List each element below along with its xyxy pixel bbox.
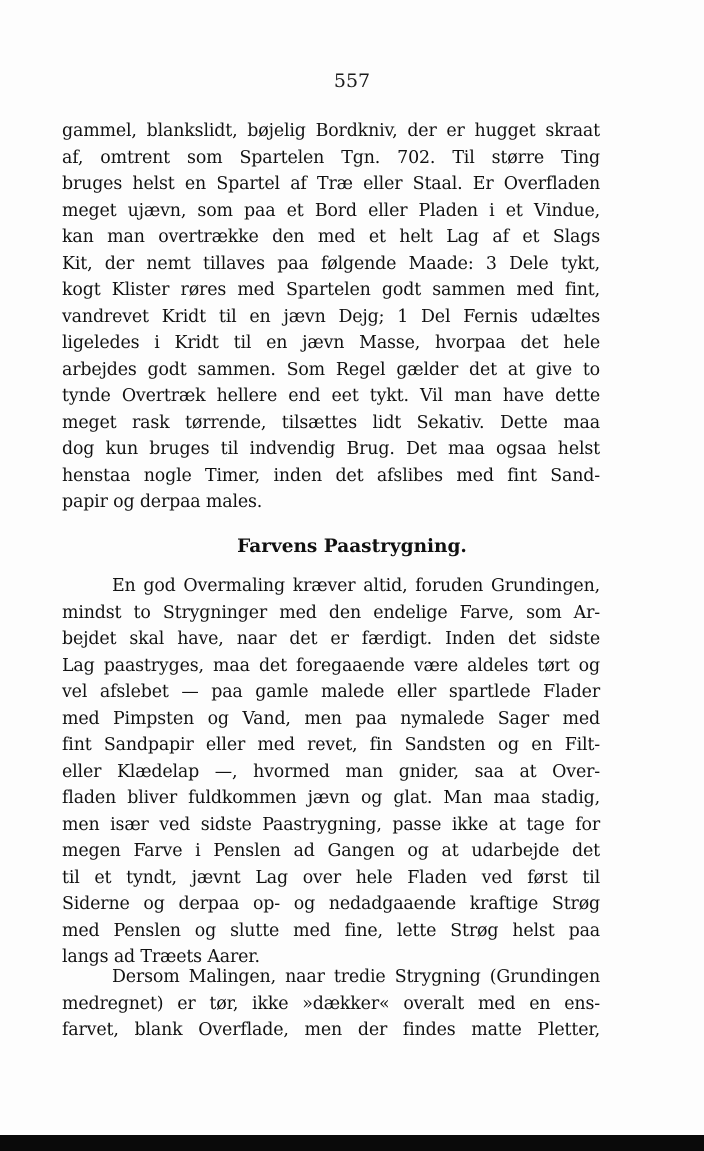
text-line: kan man overtrække den med et helt Lag af et Slags	[62, 227, 600, 247]
text-line: Kit, der nemt tillaves paa følgende Maade: 3 Dele tykt,	[62, 253, 600, 274]
text-line: langs ad Træets Aarer.	[62, 947, 260, 967]
text-line: bejdet skal have, naar det er færdigt. Inden det sidste	[62, 629, 600, 649]
text-line: fint Sandpapir eller med revet, fin Sandsten og en Filt-	[62, 735, 600, 755]
paragraph-1	[62, 118, 600, 516]
text-line: mindst to Strygninger med den endelige Farve, som Ar-	[62, 602, 600, 623]
text-line: arbejdes godt sammen. Som Regel gælder det at give to	[62, 359, 600, 380]
page-number: 557	[333, 70, 371, 92]
text-line: tynde Overtræk hellere end eet tykt. Vil man have dette	[62, 386, 600, 406]
text-line: meget rask tørrende, tilsættes lidt Sekativ. Dette maa	[62, 412, 600, 433]
text-line: gammel, blankslidt, bøjelig Bordkniv, der er hugget skraat	[62, 121, 600, 141]
text-line: men især ved sidste Paastrygning, passe ikke at tage for	[62, 814, 600, 835]
text-line: Siderne og derpaa op- og nedadgaaende kraftige Strøg	[62, 894, 600, 914]
text-line: meget ujævn, som paa et Bord eller Pladen i et Vindue,	[62, 200, 600, 221]
text-line: med Pimpsten og Vand, men paa nymalede Sager med	[62, 708, 600, 729]
text-line: henstaa nogle Timer, inden det afslibes med fint Sand-	[62, 465, 600, 486]
text-line: ligeledes i Kridt til en jævn Masse, hvorpaa det hele	[62, 333, 600, 353]
text-line: af, omtrent som Spartelen Tgn. 702. Til større Ting	[62, 147, 600, 168]
text-line: En god Overmaling kræver altid, foruden Grundingen,	[112, 576, 600, 596]
text-line: vandrevet Kridt til en jævn Dejg; 1 Del Fernis udæltes	[62, 306, 600, 327]
section-heading: Farvens Paastrygning.	[237, 536, 467, 557]
text-line: bruges helst en Spartel af Træ eller Staal. Er Overfladen	[62, 174, 600, 194]
text-line: megen Farve i Penslen ad Gangen og at udarbejde det	[62, 841, 600, 861]
text-line: med Penslen og slutte med fine, lette Strøg helst paa	[62, 920, 600, 941]
text-line: dog kun bruges til indvendig Brug. Det maa ogsaa helst	[62, 439, 600, 459]
text-line: papir og derpaa males.	[62, 492, 263, 512]
text-line: kogt Klister røres med Spartelen godt sammen med fint,	[62, 280, 600, 300]
paragraph-2	[62, 573, 600, 971]
paragraph-3	[62, 964, 600, 1044]
text-line: vel afslebet — paa gamle malede eller spartlede Flader	[62, 682, 600, 702]
text-line: til et tyndt, jævnt Lag over hele Fladen ved først til	[62, 867, 600, 888]
text-line: Dersom Malingen, naar tredie Strygning (Grundingen	[112, 967, 600, 987]
scan-bottom-edge	[0, 1135, 704, 1151]
text-line: farvet, blank Overflade, men der findes matte Pletter,	[62, 1020, 600, 1040]
text-line: eller Klædelap —, hvormed man gnider, saa at Over-	[62, 761, 600, 782]
text-line: medregnet) er tør, ikke »dækker« overalt med en ens-	[62, 993, 600, 1014]
text-line: Lag paastryges, maa det foregaaende være aldeles tørt og	[62, 655, 600, 676]
text-line: fladen bliver fuldkommen jævn og glat. Man maa stadig,	[62, 788, 600, 808]
